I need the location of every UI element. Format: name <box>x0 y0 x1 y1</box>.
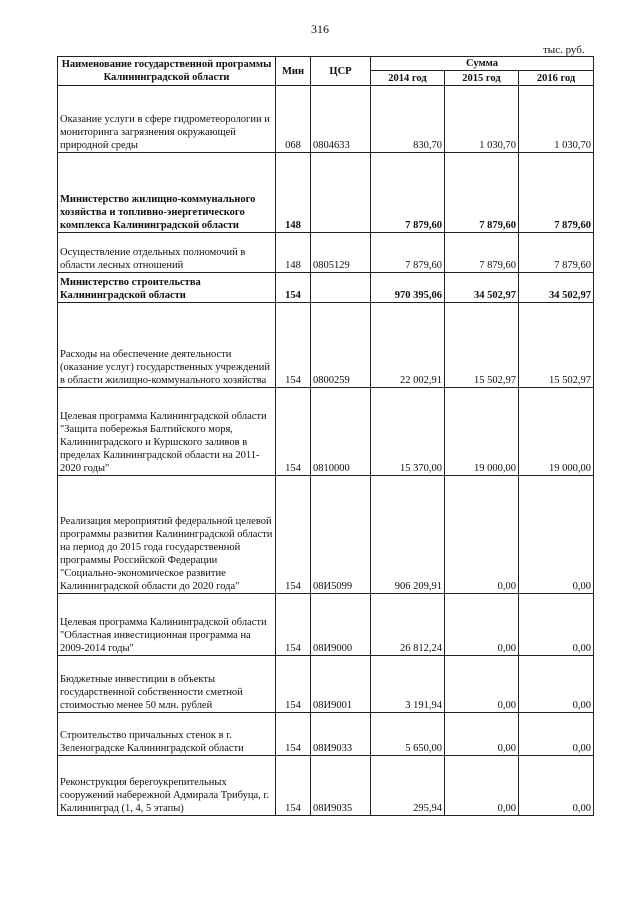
budget-table <box>57 56 594 816</box>
row-value-2015: 0,00 <box>445 656 519 713</box>
table-row <box>58 656 594 713</box>
row-min: 148 <box>276 153 311 233</box>
table-row <box>58 756 594 816</box>
row-value-2014: 970 395,06 <box>371 273 445 303</box>
header-2015: 2015 год <box>445 71 519 86</box>
header-2016: 2016 год <box>519 71 594 86</box>
row-min: 154 <box>276 476 311 594</box>
row-min: 154 <box>276 388 311 476</box>
row-value-2015: 19 000,00 <box>445 388 519 476</box>
row-csr: 0805129 <box>311 233 371 273</box>
row-csr <box>311 273 371 303</box>
row-min: 154 <box>276 594 311 656</box>
row-value-2016: 0,00 <box>519 656 594 713</box>
row-value-2015: 15 502,97 <box>445 303 519 388</box>
row-csr: 08И9000 <box>311 594 371 656</box>
table-row <box>58 233 594 273</box>
row-value-2016: 0,00 <box>519 756 594 816</box>
table-row <box>58 153 594 233</box>
table-row <box>58 388 594 476</box>
row-name: Бюджетные инвестиции в объекты государственной собственности сметной стоимостью менее 50 млн. рублей <box>58 656 276 713</box>
table-row <box>58 476 594 594</box>
row-value-2015: 1 030,70 <box>445 86 519 153</box>
row-value-2016: 0,00 <box>519 594 594 656</box>
table-row <box>58 594 594 656</box>
row-value-2016: 0,00 <box>519 476 594 594</box>
table-row <box>58 713 594 756</box>
row-min: 154 <box>276 273 311 303</box>
row-value-2014: 15 370,00 <box>371 388 445 476</box>
row-value-2015: 0,00 <box>445 713 519 756</box>
row-value-2015: 7 879,60 <box>445 233 519 273</box>
row-value-2015: 7 879,60 <box>445 153 519 233</box>
row-csr: 0804633 <box>311 86 371 153</box>
row-name: Осуществление отдельных полномочий в области лесных отношений <box>58 233 276 273</box>
row-name: Целевая программа Калининградской области "Областная инвестиционная программа на 2009-2014 годы" <box>58 594 276 656</box>
header-min: Мин <box>276 57 311 86</box>
row-csr: 08И9035 <box>311 756 371 816</box>
header-csr: ЦСР <box>311 57 371 86</box>
row-value-2014: 906 209,91 <box>371 476 445 594</box>
page-number: 316 <box>311 22 329 36</box>
row-value-2016: 1 030,70 <box>519 86 594 153</box>
row-name: Реализация мероприятий федеральной целевой программы развития Калининградской области на период до 2015 года государственной программы Российской Федерации "Социально-экономическое развитие Калининградской области до 2020 года" <box>58 476 276 594</box>
row-name: Целевая программа Калининградской области "Защита побережья Балтийского моря, Калининградского и Куршского заливов в пределах Калининградской области на 2011-2020 годы" <box>58 388 276 476</box>
header-name: Наименование государственной программы Калининградской области <box>58 57 276 86</box>
row-value-2014: 830,70 <box>371 86 445 153</box>
row-value-2016: 19 000,00 <box>519 388 594 476</box>
row-name: Оказание услуги в сфере гидрометеорологии и мониторинга загрязнения окружающей природной среды <box>58 86 276 153</box>
row-value-2015: 0,00 <box>445 594 519 656</box>
row-value-2016: 7 879,60 <box>519 233 594 273</box>
row-value-2014: 26 812,24 <box>371 594 445 656</box>
row-min: 154 <box>276 303 311 388</box>
table-row <box>58 86 594 153</box>
row-csr: 0810000 <box>311 388 371 476</box>
row-min: 154 <box>276 656 311 713</box>
row-name: Министерство жилищно-коммунального хозяйства и топливно-энергетического комплекса Калининградской области <box>58 153 276 233</box>
row-value-2016: 0,00 <box>519 713 594 756</box>
row-value-2014: 7 879,60 <box>371 153 445 233</box>
row-value-2014: 22 002,91 <box>371 303 445 388</box>
table-body <box>58 86 594 816</box>
row-value-2016: 7 879,60 <box>519 153 594 233</box>
row-csr: 08И5099 <box>311 476 371 594</box>
row-value-2015: 0,00 <box>445 756 519 816</box>
row-value-2014: 295,94 <box>371 756 445 816</box>
table-row <box>58 273 594 303</box>
row-name: Министерство строительства Калининградской области <box>58 273 276 303</box>
units-label: тыс. руб. <box>543 44 585 56</box>
header-sum: Сумма <box>371 57 594 71</box>
row-value-2016: 34 502,97 <box>519 273 594 303</box>
row-min: 154 <box>276 713 311 756</box>
row-value-2015: 0,00 <box>445 476 519 594</box>
row-value-2015: 34 502,97 <box>445 273 519 303</box>
row-value-2016: 15 502,97 <box>519 303 594 388</box>
row-name: Расходы на обеспечение деятельности (оказание услуг) государственных учреждений в области жилищно-коммунального хозяйства <box>58 303 276 388</box>
row-csr: 08И9033 <box>311 713 371 756</box>
row-value-2014: 7 879,60 <box>371 233 445 273</box>
row-csr: 08И9001 <box>311 656 371 713</box>
header-2014: 2014 год <box>371 71 445 86</box>
row-csr: 0800259 <box>311 303 371 388</box>
table-row <box>58 303 594 388</box>
row-name: Реконструкция берегоукрепительных сооружений набережной Адмирала Трибуца, г. Калининград (1, 4, 5 этапы) <box>58 756 276 816</box>
row-min: 154 <box>276 756 311 816</box>
row-name: Строительство причальных стенок в г. Зеленоградске Калининградской области <box>58 713 276 756</box>
row-min: 068 <box>276 86 311 153</box>
row-value-2014: 3 191,94 <box>371 656 445 713</box>
row-min: 148 <box>276 233 311 273</box>
row-value-2014: 5 650,00 <box>371 713 445 756</box>
row-csr <box>311 153 371 233</box>
